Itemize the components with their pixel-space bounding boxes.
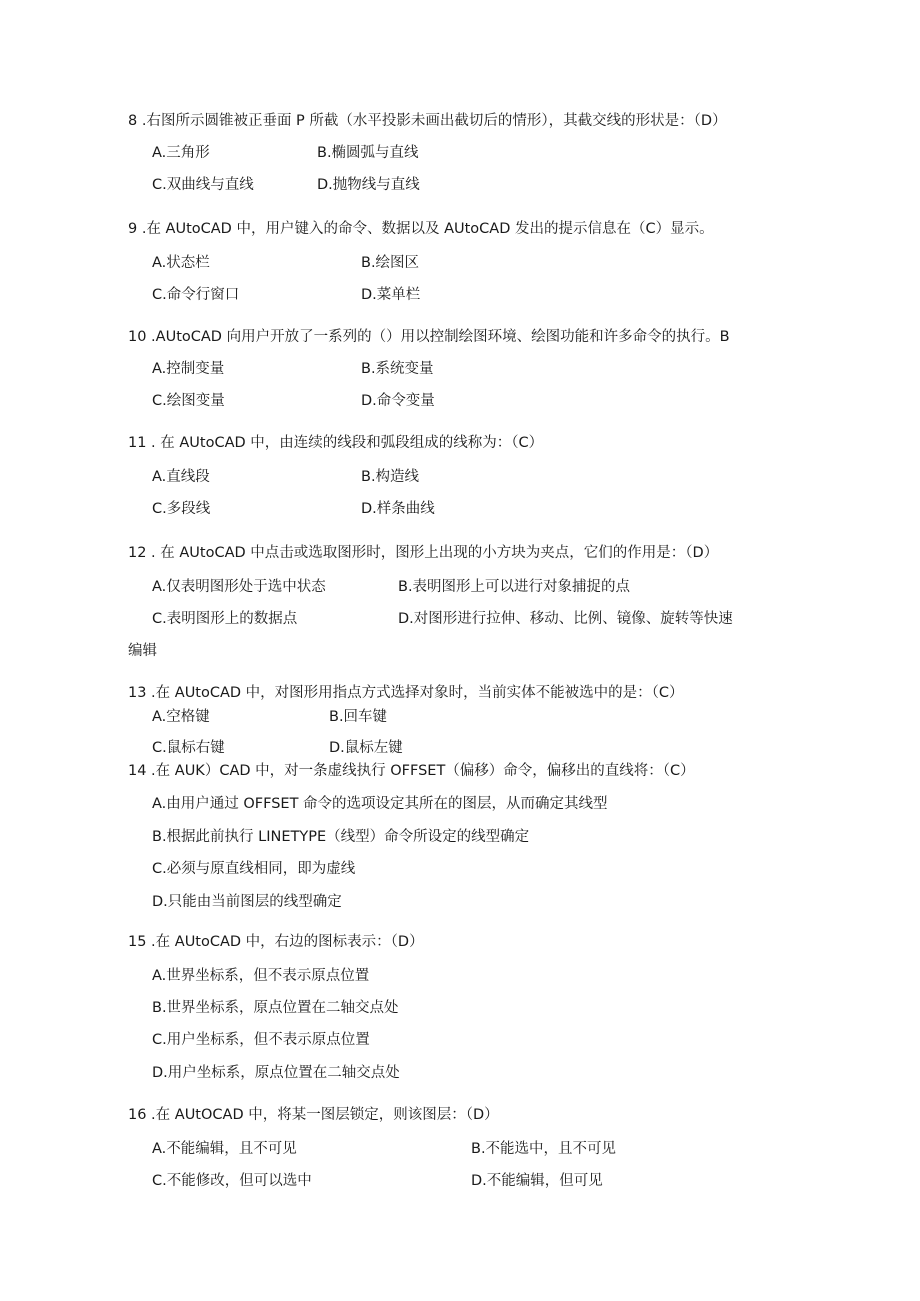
question-12-option-b: B.表明图形上可以进行对象捕捉的点: [398, 579, 631, 595]
question-13-option-c: C.鼠标右键: [152, 740, 225, 756]
question-16-option-c: C.不能修改，但可以选中: [152, 1173, 312, 1189]
question-15-option-c: C.用户坐标系，但不表示原点位置: [152, 1032, 370, 1048]
question-9-option-c: C.命令行窗口: [152, 287, 240, 303]
question-15-option-d: D.用户坐标系，原点位置在二轴交点处: [152, 1065, 400, 1081]
question-16-option-a: A.不能编辑，且不可见: [152, 1141, 297, 1157]
question-16-stem: 16 .在 AUtOCAD 中，将某一图层锁定，则该图层：（D）: [128, 1107, 499, 1123]
question-11-stem: 11 . 在 AUtoCAD 中，由连续的线段和弧段组成的线称为：（C）: [128, 435, 544, 451]
question-10-option-a: A.控制变量: [152, 361, 225, 377]
question-11-option-c: C.多段线: [152, 501, 211, 517]
question-9-option-b: B.绘图区: [361, 255, 420, 271]
question-9-option-d: D.菜单栏: [361, 287, 421, 303]
question-9-option-a: A.状态栏: [152, 255, 210, 271]
question-11-option-b: B.构造线: [361, 469, 420, 485]
question-13-option-a: A.空格键: [152, 709, 210, 725]
question-12-option-a: A.仅表明图形处于选中状态: [152, 579, 326, 595]
question-8-option-a: A.三角形: [152, 145, 210, 161]
question-12-option-c: C.表明图形上的数据点: [152, 611, 298, 627]
question-15-option-b: B.世界坐标系，原点位置在二轴交点处: [152, 1000, 399, 1016]
question-9-stem: 9 .在 AUtoCAD 中，用户键入的命令、数据以及 AUtoCAD 发出的提示信息在（C）显示。: [128, 221, 714, 237]
question-8-stem: 8 .右图所示圆锥被正垂面 P 所截（水平投影未画出截切后的情形），其截交线的形状是：（D）: [128, 113, 727, 129]
question-14-stem: 14 .在 AUK）CAD 中，对一条虚线执行 OFFSET（偏移）命令，偏移出的直线将：（C）: [128, 763, 695, 779]
question-10-stem: 10 .AUtoCAD 向用户开放了一系列的（）用以控制绘图环境、绘图功能和许多命令的执行。B: [128, 329, 730, 345]
question-10-option-d: D.命令变量: [361, 393, 435, 409]
question-13-option-d: D.鼠标左键: [329, 740, 403, 756]
question-12-stem: 12 . 在 AUtoCAD 中点击或选取图形时，图形上出现的小方块为夹点，它们的作用是：（D）: [128, 545, 719, 561]
question-13-option-b: B.回车键: [329, 709, 388, 725]
question-16-option-d: D.不能编辑，但可见: [471, 1173, 603, 1189]
question-14-option-a: A.由用户通过 OFFSET 命令的选项设定其所在的图层，从而确定其线型: [152, 796, 608, 812]
question-15-stem: 15 .在 AUtoCAD 中，右边的图标表示：（D）: [128, 934, 424, 950]
question-14-option-b: B.根据此前执行 LINETYPE（线型）命令所设定的线型确定: [152, 829, 530, 845]
question-8-option-d: D.抛物线与直线: [317, 177, 420, 193]
question-14-option-c: C.必须与原直线相同，即为虚线: [152, 861, 356, 877]
question-16-option-b: B.不能选中，且不可见: [471, 1141, 617, 1157]
question-10-option-b: B.系统变量: [361, 361, 434, 377]
question-14-option-d: D.只能由当前图层的线型确定: [152, 894, 342, 910]
question-13-stem: 13 .在 AUtoCAD 中，对图形用指点方式选择对象时，当前实体不能被选中的是：（C）: [128, 685, 684, 701]
question-12-option-d: D.对图形进行拉伸、移动、比例、镜像、旋转等快速: [398, 611, 733, 627]
question-8-option-b: B.椭圆弧与直线: [317, 145, 419, 161]
question-11-option-d: D.样条曲线: [361, 501, 435, 517]
question-11-option-a: A.直线段: [152, 469, 210, 485]
question-8-option-c: C.双曲线与直线: [152, 177, 254, 193]
question-10-option-c: C.绘图变量: [152, 393, 225, 409]
question-12-continuation: 编辑: [128, 643, 157, 659]
question-15-option-a: A.世界坐标系，但不表示原点位置: [152, 968, 370, 984]
